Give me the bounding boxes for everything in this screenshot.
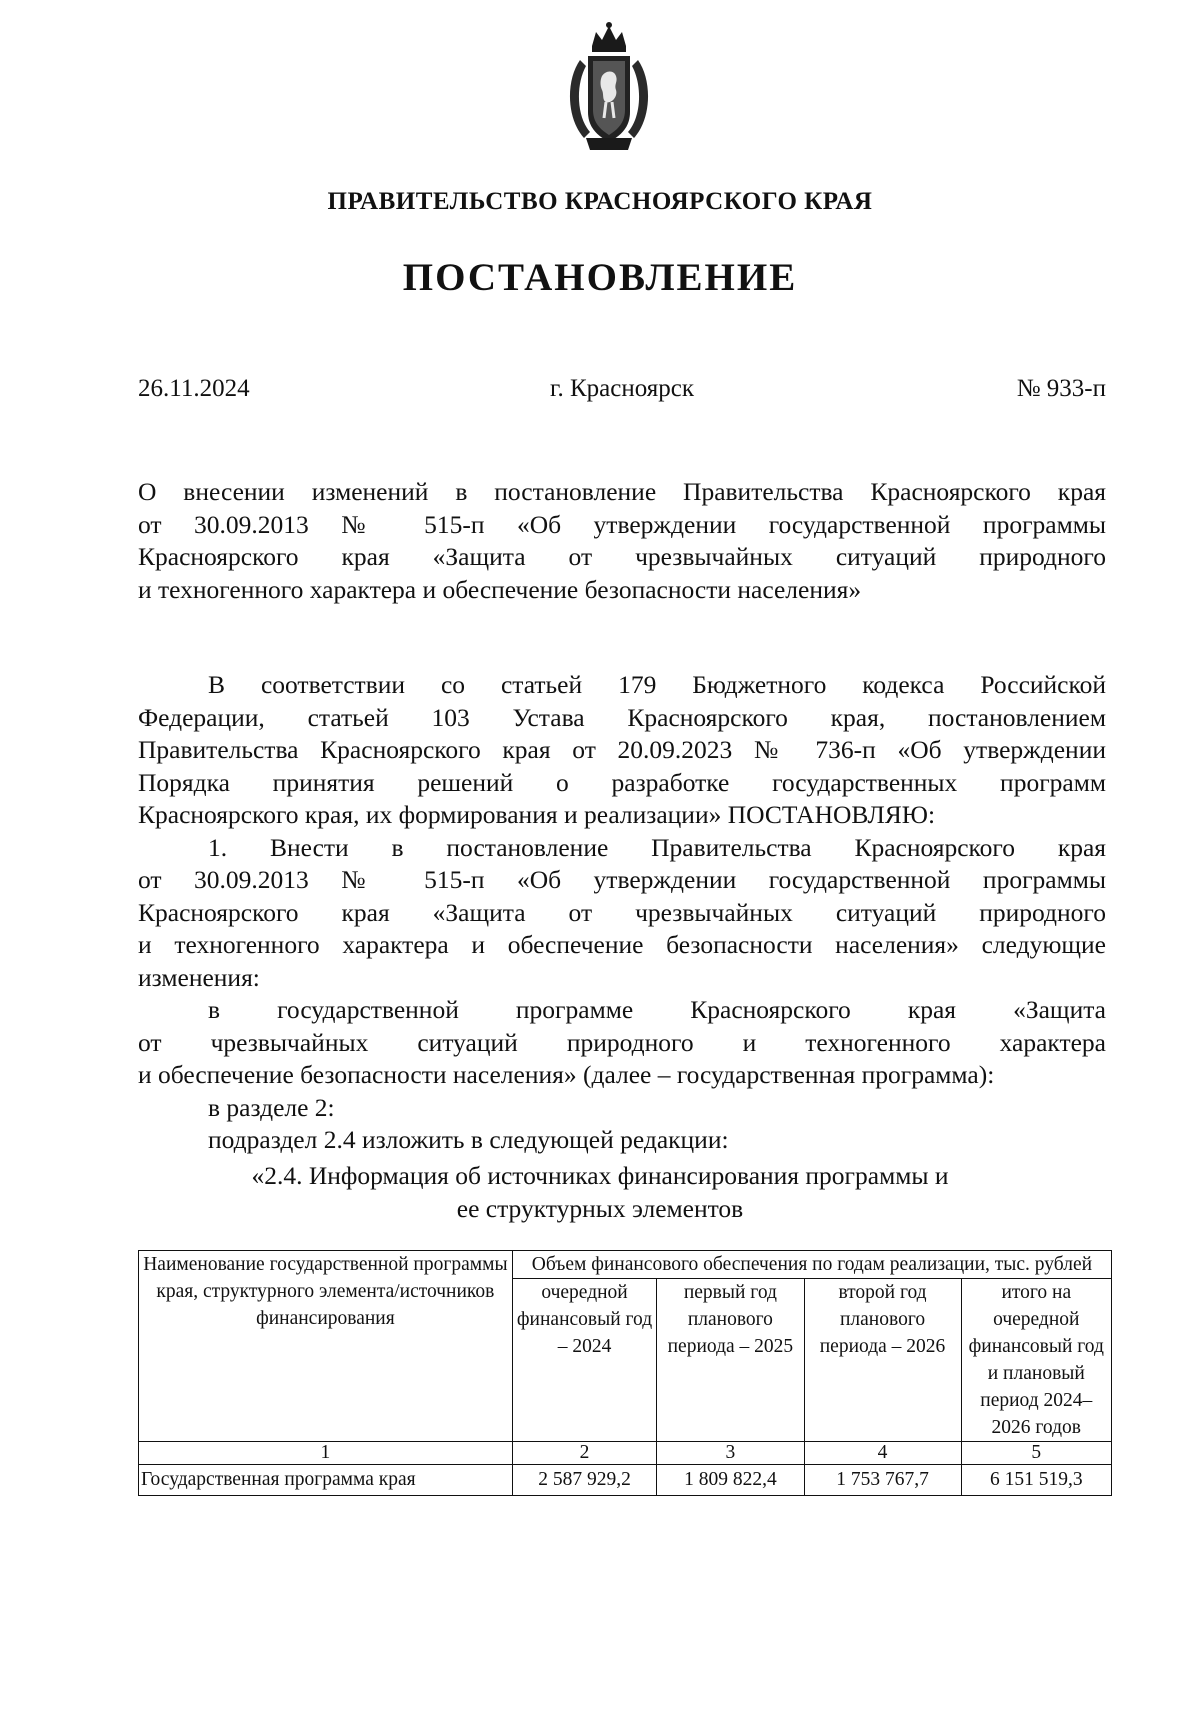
column-number: 2 (512, 1442, 657, 1465)
table-numbering-row (139, 1442, 1112, 1465)
subject-line: и техногенного характера и обеспечение безопасности населения» (138, 574, 862, 604)
body-line: 1. Внести в постановление Правительства Красноярского края (208, 832, 1106, 862)
document-type: ПОСТАНОВЛЕНИЕ (402, 256, 798, 299)
body-line: Федерации, статьей 103 Устава Красноярского края, постановлением (138, 702, 1106, 732)
row-value: 6 151 519,3 (961, 1465, 1111, 1496)
document-body (138, 669, 1106, 1157)
column-number: 1 (139, 1442, 513, 1465)
column-number: 5 (961, 1442, 1111, 1465)
row-name: Государственная программа края (139, 1465, 513, 1496)
document-number: № 933-п (1016, 375, 1106, 402)
section-heading (0, 1160, 1200, 1225)
body-line: Правительства Красноярского края от 20.09.2023 № 736-п «Об утверждении (138, 735, 1106, 764)
body-line: от чрезвычайных ситуаций природного и техногенного характера (138, 1027, 1106, 1057)
column-header-year: первый год планового периода – 2025 (657, 1279, 804, 1442)
column-header-name: Наименование государственной программы края, структурного элемента/источников финансирования (139, 1251, 513, 1442)
body-line: в разделе 2: (208, 1092, 335, 1122)
body-line: изменения: (138, 962, 260, 992)
subject-line: от 30.09.2013 № 515-п «Об утверждении государственной программы (138, 509, 1106, 539)
authority-title: ПРАВИТЕЛЬСТВО КРАСНОЯРСКОГО КРАЯ (327, 188, 873, 215)
body-line: и техногенного характера и обеспечение безопасности населения» следующие (138, 930, 1106, 959)
body-line: Красноярского края «Защита от чрезвычайных ситуаций природного (138, 897, 1106, 927)
body-line: Красноярского края, их формирования и реализации» ПОСТАНОВЛЯЮ: (138, 800, 936, 829)
column-header-group: Объем финансового обеспечения по годам реализации, тыс. рублей (512, 1251, 1111, 1279)
coat-of-arms-icon (562, 20, 656, 156)
body-line: и обеспечение безопасности населения» (далее – государственная программа): (138, 1060, 995, 1089)
subject-line: О внесении изменений в постановление Правительства Красноярского края (138, 477, 1106, 506)
body-line: подраздел 2.4 изложить в следующей редакции: (208, 1125, 729, 1154)
column-header-total: итого на очередной финансовый год и плановый период 2024–2026 годов (961, 1279, 1111, 1442)
column-number: 3 (657, 1442, 804, 1465)
section-heading-line: ее структурных элементов (456, 1193, 744, 1223)
subject-line: Красноярского края «Защита от чрезвычайных ситуаций природного (138, 542, 1106, 571)
document-date: 26.11.2024 (138, 375, 250, 402)
column-header-year: второй год планового периода – 2026 (804, 1279, 961, 1442)
body-line: В соответствии со статьей 179 Бюджетного кодекса Российской (208, 670, 1106, 699)
row-value: 1 753 767,7 (804, 1465, 961, 1496)
body-line: от 30.09.2013 № 515-п «Об утверждении государственной программы (138, 865, 1106, 894)
meta-row (138, 375, 1106, 409)
row-value: 2 587 929,2 (512, 1465, 657, 1496)
body-line: Порядка принятия решений о разработке государственных программ (138, 767, 1106, 797)
document-city: г. Красноярск (550, 375, 694, 402)
table-row (139, 1465, 1112, 1496)
row-value: 1 809 822,4 (657, 1465, 804, 1496)
column-number: 4 (804, 1442, 961, 1465)
table-header-row (139, 1251, 1112, 1279)
document-subject (138, 476, 1106, 606)
column-header-year: очередной финансовый год – 2024 (512, 1279, 657, 1442)
financing-table (138, 1250, 1112, 1496)
section-heading-line: «2.4. Информация об источниках финансирования программы и (251, 1161, 949, 1190)
body-line: в государственной программе Красноярского края «Защита (208, 995, 1106, 1024)
